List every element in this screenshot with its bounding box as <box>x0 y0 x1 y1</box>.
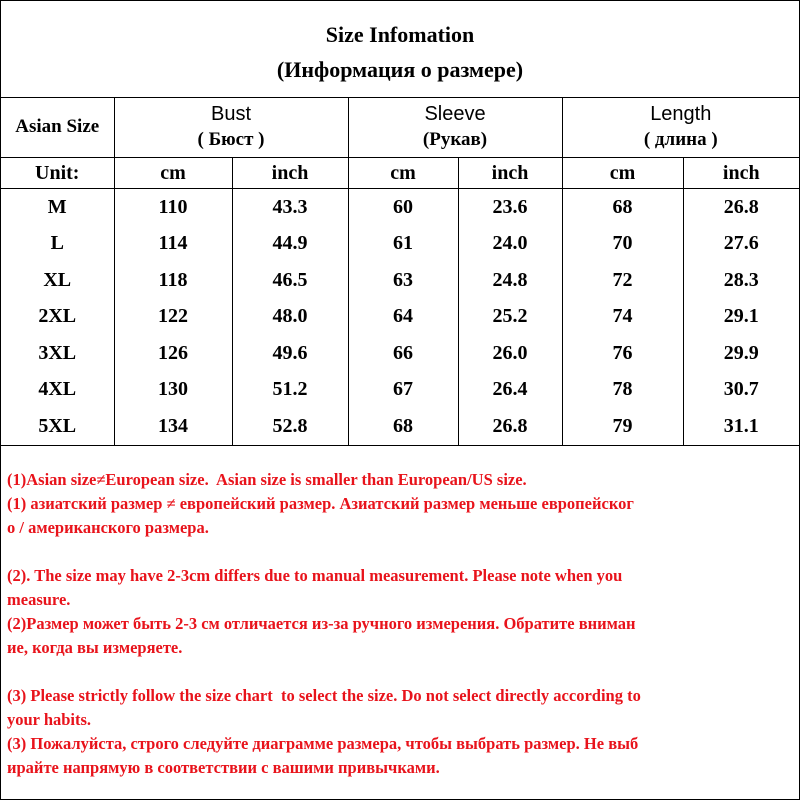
table-cell: 51.2 <box>232 372 348 409</box>
table-cell: 27.6 <box>723 232 759 255</box>
size-label: XL <box>1 262 114 299</box>
header-row <box>1 97 799 158</box>
table-row <box>1 335 799 372</box>
note-3-english: (3) Please strictly follow the size chart to select the size. Do not select directly according to your habits. <box>7 686 641 729</box>
table-cell: 44.9 <box>232 226 348 263</box>
bust-header-sub: ( Бюст ) <box>197 129 265 150</box>
size-label: 5XL <box>1 408 114 445</box>
table-cell: 130 <box>114 372 232 409</box>
unit-cell: cm <box>348 158 458 189</box>
table-cell: 48.0 <box>232 299 348 336</box>
note-spacer <box>7 660 797 684</box>
table-cell: 60 <box>348 189 458 226</box>
table-cell: 46.5 <box>232 262 348 299</box>
table-cell: 67 <box>348 372 458 409</box>
table-cell: 134 <box>114 408 232 445</box>
table-cell: 122 <box>114 299 232 336</box>
size-label: M <box>1 189 114 226</box>
unit-cell: inch <box>232 158 348 189</box>
table-cell: 118 <box>114 262 232 299</box>
table-cell: 114 <box>114 226 232 263</box>
table-cell: 74 <box>562 299 683 336</box>
size-notes <box>7 468 797 780</box>
table-cell: 126 <box>114 335 232 372</box>
table-cell: 43.3 <box>232 189 348 226</box>
table-cell: 61 <box>348 226 458 263</box>
table-cell: 49.6 <box>232 335 348 372</box>
note-2-russian: (2)Размер может быть 2-3 см отличается из-за ручного измерения. Обратите вниман ие, когда вы измеряете. <box>7 614 636 657</box>
size-label: L <box>1 226 114 263</box>
title-russian: (Информация о размере) <box>276 57 524 82</box>
table-cell: 26.8 <box>723 195 759 218</box>
table-cell: 29.9 <box>723 341 759 364</box>
table-cell: 25.2 <box>458 299 562 336</box>
length-header-sub: ( длина ) <box>643 129 718 150</box>
unit-cell: cm <box>114 158 232 189</box>
table-cell: 24.0 <box>458 226 562 263</box>
title-english: Size Infomation <box>325 22 475 47</box>
title-box <box>1 1 799 98</box>
table-row <box>1 372 799 409</box>
table-cell: 78 <box>562 372 683 409</box>
table-row <box>1 262 799 299</box>
bust-header-label: Bust <box>210 103 252 125</box>
table-cell: 31.1 <box>683 408 799 445</box>
bust-header <box>114 97 348 158</box>
note-1-russian: (1) азиатский размер ≠ европейский размер. Азиатский размер меньше европейског о / американского размера. <box>7 494 634 537</box>
unit-cell: inch <box>683 158 799 189</box>
note-2-english: (2). The size may have 2-3cm differs due to manual measurement. Please note when you measure. <box>7 566 623 609</box>
unit-row <box>1 158 799 189</box>
table-row <box>1 189 799 226</box>
table-cell: 26.4 <box>458 372 562 409</box>
note-spacer <box>7 540 797 564</box>
size-table <box>1 97 799 446</box>
size-label: 2XL <box>1 299 114 336</box>
table-cell: 63 <box>348 262 458 299</box>
asian-size-header: Asian Size <box>1 97 114 158</box>
unit-label: Unit: <box>1 158 114 189</box>
table-cell: 66 <box>348 335 458 372</box>
table-cell: 79 <box>562 408 683 445</box>
table-cell: 76 <box>562 335 683 372</box>
table-row <box>1 226 799 263</box>
table-cell: 26.0 <box>458 335 562 372</box>
length-header <box>562 97 799 158</box>
size-label: 3XL <box>1 335 114 372</box>
table-cell: 30.7 <box>723 378 759 401</box>
size-label: 4XL <box>1 372 114 409</box>
sleeve-header-label: Sleeve <box>424 103 486 125</box>
length-header-label: Length <box>650 103 712 125</box>
unit-cell: cm <box>562 158 683 189</box>
table-row <box>1 299 799 336</box>
table-cell: 68 <box>348 408 458 445</box>
table-cell: 72 <box>562 262 683 299</box>
table-cell: 28.3 <box>723 268 759 291</box>
sleeve-header <box>348 97 562 158</box>
table-cell: 68 <box>562 189 683 226</box>
note-1-english: (1)Asian size≠European size. Asian size is smaller than European/US size. <box>7 470 527 489</box>
sleeve-header-sub: (Рукав) <box>422 129 488 150</box>
table-cell: 52.8 <box>232 408 348 445</box>
table-cell: 64 <box>348 299 458 336</box>
table-cell: 70 <box>562 226 683 263</box>
table-cell: 110 <box>114 189 232 226</box>
note-3-russian: (3) Пожалуйста, строго следуйте диаграмме размера, чтобы выбрать размер. Не выб ирайте напрямую в соответствии с вашими привычками. <box>7 734 639 777</box>
table-cell: 24.8 <box>458 262 562 299</box>
size-rows <box>1 189 799 446</box>
unit-cell: inch <box>458 158 562 189</box>
table-cell: 29.1 <box>723 305 759 328</box>
table-row <box>1 408 799 445</box>
table-cell: 26.8 <box>458 408 562 445</box>
table-cell: 23.6 <box>458 189 562 226</box>
